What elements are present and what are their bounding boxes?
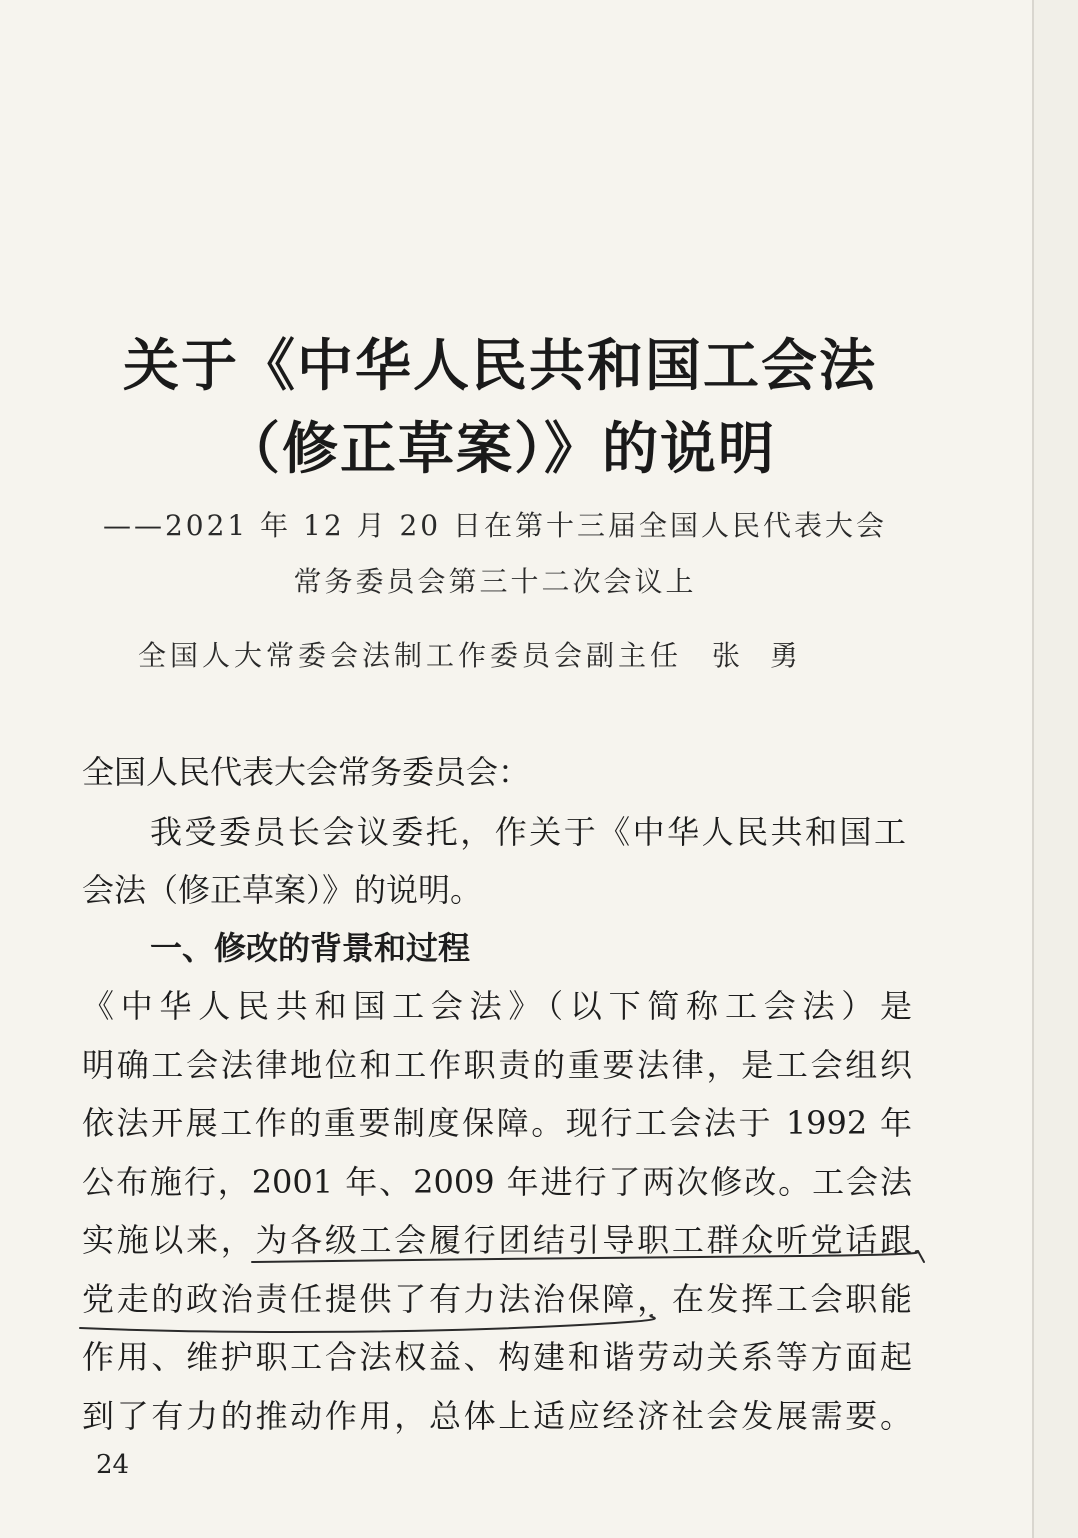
paragraph-1-line-2: 会法（修正草案）》的说明。 [82, 871, 483, 909]
paragraph-1-line-1: 我受委员长会议委托，作关于《中华人民共和国工 [150, 813, 906, 851]
body-line-4: 公布施行，2001 年、2009 年进行了两次修改。工会法 [82, 1163, 912, 1201]
body-line-2: 明确工会法律地位和工作职责的重要法律，是工会组织 [82, 1046, 912, 1084]
section-1-heading: 一、修改的背景和过程 [150, 929, 471, 967]
body-line-5: 实施以来，为各级工会履行团结引导职工群众听党话跟 [82, 1221, 912, 1259]
page-number: 24 [96, 1450, 130, 1480]
author-name: 张勇 [712, 639, 829, 672]
page-margin-right [1034, 0, 1078, 1538]
body-line-1: 《中华人民共和国工会法》（以下简称工会法）是 [82, 987, 912, 1025]
body-line-8: 到了有力的推动作用，总体上适应经济社会发展需要。 [82, 1397, 912, 1435]
author-line [138, 634, 828, 674]
body-line-3: 依法开展工作的重要制度保障。现行工会法于 1992 年 [82, 1104, 912, 1142]
document-subtitle-line-1: ——2021 年 12 月 20 日在第十三届全国人民代表大会 [102, 509, 888, 542]
author-title: 全国人大常委会法制工作委员会副主任 [138, 639, 683, 672]
document-title-line-2: （修正草案）》的说明 [224, 417, 776, 482]
document-subtitle-line-2: 常务委员会第三十二次会议上 [293, 565, 697, 598]
body-line-7: 作用、维护职工合法权益、构建和谐劳动关系等方面起 [82, 1338, 912, 1376]
salutation: 全国人民代表大会常务委员会： [82, 753, 531, 791]
document-title-line-1: 关于《中华人民共和国工会法 [123, 334, 877, 399]
page-fold-line [1032, 0, 1034, 1538]
body-line-6: 党走的政治责任提供了有力法治保障，在发挥工会职能 [82, 1280, 912, 1318]
